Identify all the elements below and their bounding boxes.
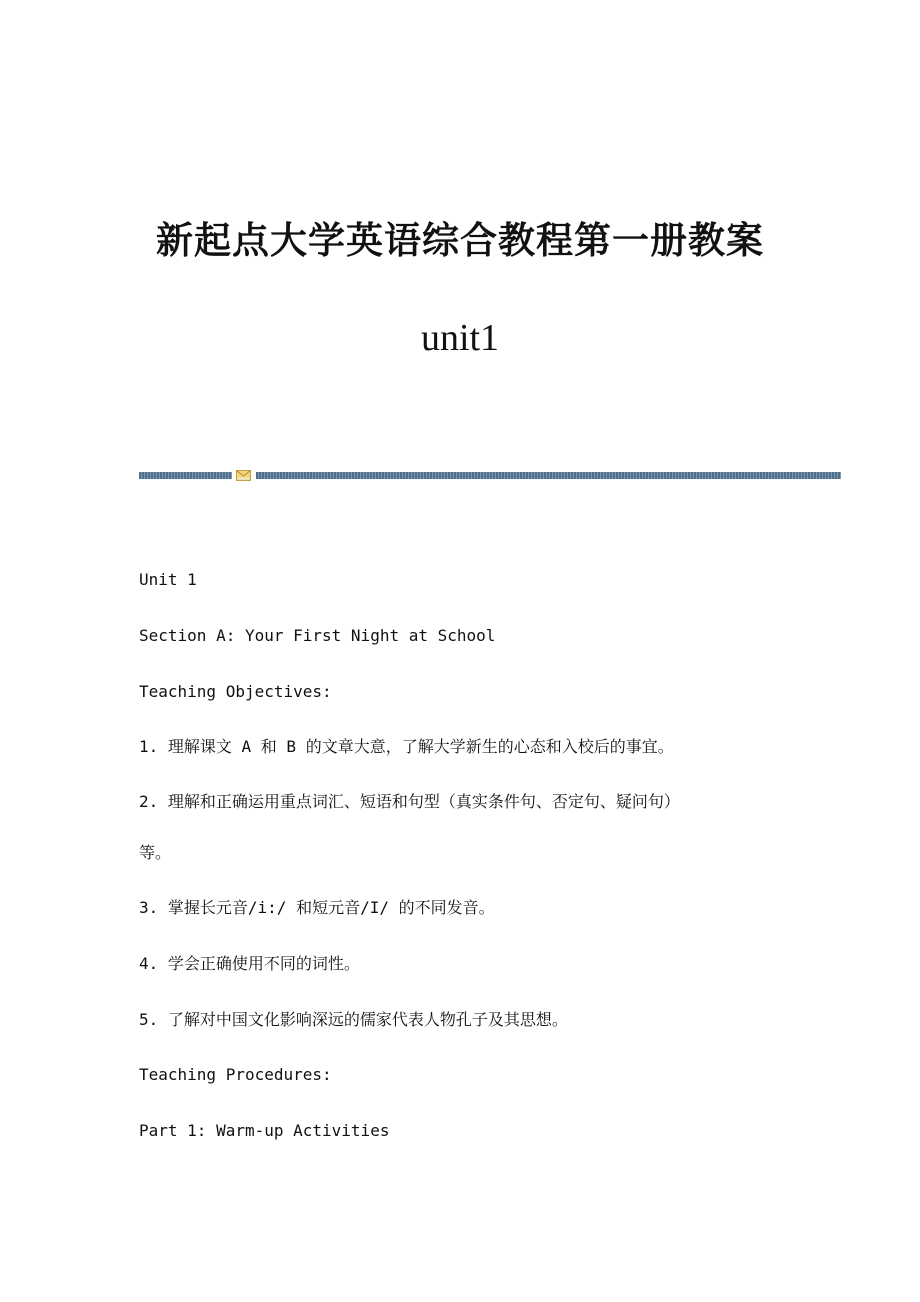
document-subtitle: unit1	[420, 317, 500, 359]
section-divider	[139, 470, 841, 481]
objective-item-1: 1. 理解课文 A 和 B 的文章大意，了解大学新生的心态和入校后的事宜。	[139, 737, 674, 756]
objective-item-4: 4. 学会正确使用不同的词性。	[139, 954, 360, 973]
unit-heading: Unit 1	[139, 570, 197, 589]
envelope-icon	[236, 470, 251, 481]
part-heading: Part 1: Warm-up Activities	[139, 1121, 390, 1140]
section-heading: Section A: Your First Night at School	[139, 626, 496, 645]
procedures-heading: Teaching Procedures:	[139, 1065, 332, 1084]
objectives-heading: Teaching Objectives:	[139, 682, 332, 701]
objective-item-5: 5. 了解对中国文化影响深远的儒家代表人物孔子及其思想。	[139, 1010, 568, 1029]
objective-item-2-continued: 等。	[139, 843, 172, 862]
divider-bar-left	[139, 472, 232, 479]
objective-item-2: 2. 理解和正确运用重点词汇、短语和句型（真实条件句、否定句、疑问句）	[139, 792, 680, 811]
document-title: 新起点大学英语综合教程第一册教案	[156, 218, 764, 262]
objective-item-3: 3. 掌握长元音/i:/ 和短元音/I/ 的不同发音。	[139, 898, 495, 917]
divider-bar-right	[256, 472, 841, 479]
